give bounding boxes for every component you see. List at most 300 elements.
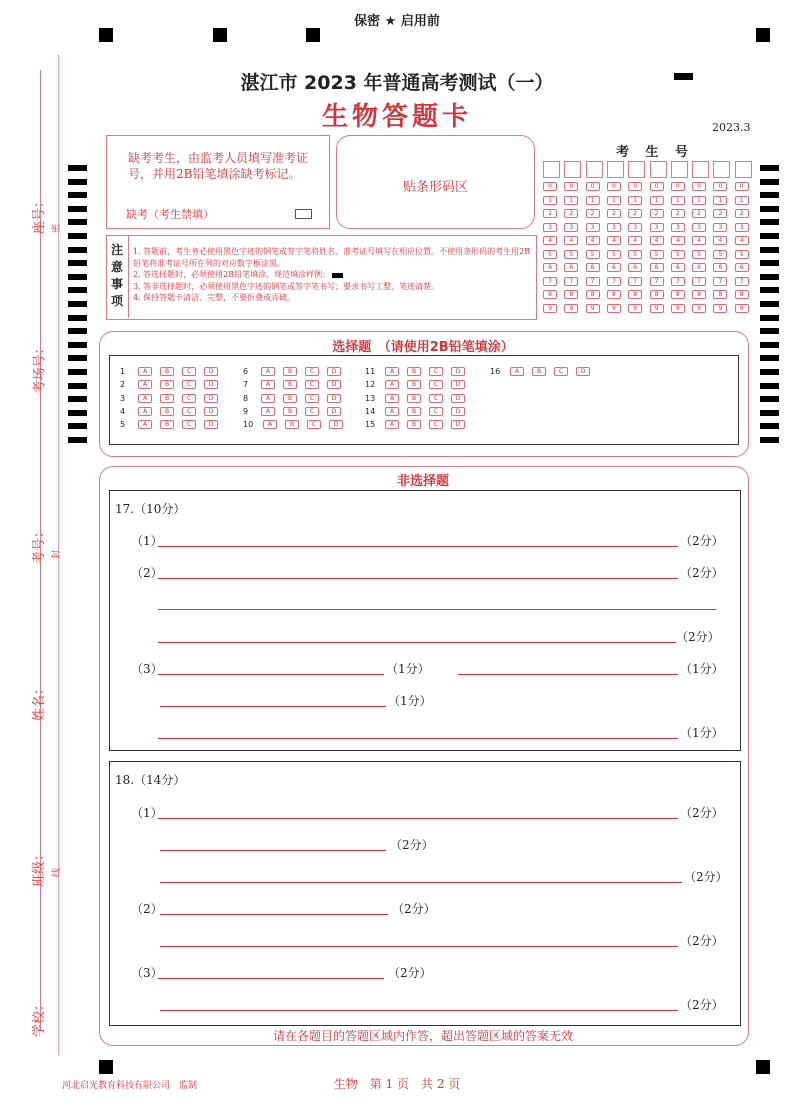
mcq-question-row bbox=[243, 394, 349, 403]
q18-part3-line2[interactable] bbox=[160, 1010, 678, 1011]
candidate-digit-bubble[interactable]: 1 bbox=[607, 196, 621, 205]
timing-mark bbox=[760, 247, 779, 253]
timing-mark bbox=[68, 219, 87, 225]
mcq-question-number: 13 bbox=[365, 393, 376, 403]
q17-part3-score4: （1分） bbox=[680, 726, 724, 740]
mcq-option-bubble[interactable]: C bbox=[305, 380, 319, 389]
candidate-digit-bubble[interactable]: 7 bbox=[586, 277, 600, 286]
q18-part1-line2[interactable] bbox=[160, 850, 386, 851]
timing-mark bbox=[68, 179, 87, 185]
mcq-option-bubble[interactable]: D bbox=[329, 420, 343, 429]
candidate-digit-bubble[interactable]: 8 bbox=[735, 290, 749, 299]
candidate-digit-bubble[interactable]: 4 bbox=[543, 236, 557, 245]
candidate-digit-bubble[interactable]: 3 bbox=[628, 223, 642, 232]
mcq-question-number: 7 bbox=[243, 380, 249, 390]
q17-part3-line3[interactable] bbox=[160, 706, 386, 707]
mcq-question-row bbox=[243, 407, 349, 416]
candidate-digit-box[interactable] bbox=[586, 161, 603, 178]
q18-part1-label: （1） bbox=[131, 806, 163, 820]
candidate-digit-bubble[interactable]: 0 bbox=[607, 182, 621, 191]
q17-part2-label: （2） bbox=[131, 566, 163, 580]
candidate-digit-bubble[interactable]: 3 bbox=[735, 223, 749, 232]
candidate-digit-bubble[interactable]: 6 bbox=[607, 263, 621, 272]
mcq-option-bubble[interactable]: C bbox=[182, 407, 196, 416]
mcq-question-number: 16 bbox=[490, 367, 501, 376]
mcq-option-bubble[interactable]: A bbox=[138, 420, 152, 429]
mcq-question-row bbox=[120, 380, 226, 389]
candidate-digit-bubble[interactable]: 4 bbox=[713, 236, 727, 245]
mcq-option-bubble[interactable]: B bbox=[407, 420, 421, 429]
mcq-question-row bbox=[120, 420, 226, 429]
timing-mark bbox=[760, 287, 779, 293]
candidate-digit-bubble[interactable]: 7 bbox=[543, 277, 557, 286]
timing-mark bbox=[760, 301, 779, 307]
timing-mark bbox=[68, 342, 87, 348]
candidate-digit-bubble[interactable]: 8 bbox=[586, 290, 600, 299]
candidate-digit-bubble[interactable]: 4 bbox=[586, 236, 600, 245]
mcq-question-number: 1 bbox=[120, 367, 126, 376]
mcq-option-bubble[interactable]: C bbox=[429, 394, 443, 403]
mcq-option-bubble[interactable]: A bbox=[138, 407, 152, 416]
mcq-option-bubble[interactable]: D bbox=[327, 380, 341, 389]
q18-part1-line[interactable] bbox=[158, 818, 678, 819]
mcq-option-bubble[interactable]: A bbox=[385, 380, 399, 389]
mcq-option-bubble[interactable]: D bbox=[451, 420, 465, 429]
timing-mark bbox=[760, 206, 779, 212]
q18-part1-line3[interactable] bbox=[160, 882, 682, 883]
candidate-digit-bubble[interactable]: 4 bbox=[607, 236, 621, 245]
candidate-digit-bubble[interactable]: 2 bbox=[713, 209, 727, 218]
mcq-question-number: 6 bbox=[243, 367, 249, 376]
candidate-digit-bubble[interactable]: 7 bbox=[650, 277, 664, 286]
candidate-digit-bubble[interactable]: 9 bbox=[692, 304, 706, 313]
q18-part1-score3: （2分） bbox=[684, 870, 728, 884]
mcq-option-bubble[interactable]: D bbox=[204, 367, 218, 376]
absent-mark-label: 缺考（考生禁填） bbox=[126, 208, 214, 221]
class-label: 班级： bbox=[32, 847, 48, 888]
mcq-question-row bbox=[365, 407, 473, 416]
candidate-digit-bubble[interactable]: 7 bbox=[713, 277, 727, 286]
q18-part3-score2: （2分） bbox=[680, 998, 724, 1012]
mcq-question-row bbox=[365, 420, 473, 429]
candidate-digit-bubble[interactable]: 3 bbox=[650, 223, 664, 232]
mcq-question-number: 12 bbox=[365, 380, 376, 390]
mcq-option-bubble[interactable]: C bbox=[429, 420, 443, 429]
mcq-option-bubble[interactable]: C bbox=[305, 367, 319, 376]
mcq-option-bubble[interactable]: C bbox=[429, 367, 443, 376]
mcq-option-bubble[interactable]: D bbox=[451, 394, 465, 403]
candidate-digit-bubble[interactable]: 3 bbox=[692, 223, 706, 232]
candidate-digit-bubble[interactable]: 2 bbox=[650, 209, 664, 218]
candidate-digit-bubble[interactable]: 5 bbox=[650, 250, 664, 259]
mcq-option-bubble[interactable]: C bbox=[307, 420, 321, 429]
mcq-option-bubble[interactable]: B bbox=[283, 367, 297, 376]
candidate-digit-bubble[interactable]: 3 bbox=[713, 223, 727, 232]
mcq-question-row bbox=[243, 420, 351, 429]
mcq-option-bubble[interactable]: D bbox=[451, 367, 465, 376]
candidate-digit-bubble[interactable]: 9 bbox=[671, 304, 685, 313]
candidate-digit-bubble[interactable]: 5 bbox=[543, 250, 557, 259]
candidate-digit-bubble[interactable]: 5 bbox=[692, 250, 706, 259]
timing-mark bbox=[68, 301, 87, 307]
q18-title: 18.（14分） bbox=[115, 773, 186, 787]
mcq-question-number: 2 bbox=[120, 380, 126, 390]
candidate-digit-bubble[interactable]: 3 bbox=[607, 223, 621, 232]
answer-area-warning: 请在各题目的答题区域内作答，超出答题区域的答案无效 bbox=[272, 1029, 573, 1043]
registration-mark bbox=[99, 28, 113, 42]
q17-title: 17.（10分） bbox=[115, 502, 186, 516]
mcq-option-bubble[interactable]: B bbox=[407, 407, 421, 416]
candidate-digit-box[interactable] bbox=[650, 161, 667, 178]
candidate-digit-bubble[interactable]: 0 bbox=[713, 182, 727, 191]
mcq-option-bubble[interactable]: B bbox=[407, 367, 421, 376]
candidate-digit-bubble[interactable]: 0 bbox=[671, 182, 685, 191]
q18-part2-score1: （2分） bbox=[392, 902, 436, 916]
mcq-option-bubble[interactable]: D bbox=[327, 394, 341, 403]
mcq-option-bubble[interactable]: C bbox=[305, 407, 319, 416]
mcq-question-number: 10 bbox=[243, 420, 254, 430]
candidate-digit-bubble[interactable]: 7 bbox=[607, 277, 621, 286]
note-item: 3. 答非选择题时，必须使用黑色字迹的钢笔或签字笔书写；要求书写工整、笔迹清楚。 bbox=[133, 281, 440, 291]
candidate-digit-bubble[interactable]: 5 bbox=[671, 250, 685, 259]
candidate-digit-bubble[interactable]: 2 bbox=[735, 209, 749, 218]
mcq-option-bubble[interactable]: A bbox=[261, 367, 275, 376]
q18-part2-line2[interactable] bbox=[160, 946, 678, 947]
candidate-digit-bubble[interactable]: 8 bbox=[543, 290, 557, 299]
candidate-digit-bubble[interactable]: 4 bbox=[692, 236, 706, 245]
q17-part2-line3[interactable] bbox=[158, 642, 676, 643]
candidate-digit-bubble[interactable]: 9 bbox=[650, 304, 664, 313]
mcq-option-bubble[interactable]: A bbox=[385, 407, 399, 416]
mcq-option-bubble[interactable]: D bbox=[451, 380, 465, 389]
candidate-digit-bubble[interactable]: 8 bbox=[692, 290, 706, 299]
candidate-digit-bubble[interactable]: 8 bbox=[671, 290, 685, 299]
candidate-digit-bubble[interactable]: 1 bbox=[650, 196, 664, 205]
mcq-option-bubble[interactable]: B bbox=[160, 407, 174, 416]
timing-mark bbox=[760, 383, 779, 389]
candidate-digit-bubble[interactable]: 7 bbox=[671, 277, 685, 286]
q17-part3-score3: （1分） bbox=[388, 694, 432, 708]
timing-mark bbox=[68, 233, 87, 239]
mcq-question-number: 5 bbox=[120, 420, 126, 430]
candidate-digit-bubble[interactable]: 3 bbox=[586, 223, 600, 232]
candidate-digit-bubble[interactable]: 1 bbox=[564, 196, 578, 205]
candidate-digit-bubble[interactable]: 2 bbox=[692, 209, 706, 218]
candidate-digit-bubble[interactable]: 3 bbox=[671, 223, 685, 232]
candidate-digit-bubble[interactable]: 8 bbox=[650, 290, 664, 299]
mcq-question-number: 4 bbox=[120, 406, 126, 416]
mcq-option-bubble[interactable]: B bbox=[283, 394, 297, 403]
candidate-digit-bubble[interactable]: 1 bbox=[713, 196, 727, 205]
mcq-option-bubble[interactable]: C bbox=[182, 380, 196, 389]
timing-mark bbox=[68, 260, 87, 266]
mcq-option-bubble[interactable]: C bbox=[182, 420, 196, 429]
q18-part3-label: （3） bbox=[131, 966, 163, 980]
mcq-option-bubble[interactable]: B bbox=[160, 380, 174, 389]
registration-mark bbox=[306, 28, 320, 42]
mcq-option-bubble[interactable]: B bbox=[160, 420, 174, 429]
candidate-digit-bubble[interactable]: 7 bbox=[692, 277, 706, 286]
timing-mark bbox=[68, 383, 87, 389]
timing-mark bbox=[760, 260, 779, 266]
q17-part1-line[interactable] bbox=[158, 546, 678, 547]
mcq-option-bubble[interactable]: C bbox=[429, 407, 443, 416]
mcq-question-number: 8 bbox=[243, 393, 249, 403]
candidate-digit-bubble[interactable]: 8 bbox=[628, 290, 642, 299]
candidate-digit-bubble[interactable]: 1 bbox=[586, 196, 600, 205]
candidate-digit-bubble[interactable]: 9 bbox=[607, 304, 621, 313]
q17-part3-line4[interactable] bbox=[158, 738, 678, 739]
mcq-option-bubble[interactable]: C bbox=[182, 367, 196, 376]
fill-sample bbox=[332, 273, 343, 278]
candidate-digit-bubble[interactable]: 7 bbox=[564, 277, 578, 286]
candidate-digit-box[interactable] bbox=[713, 161, 730, 178]
seal-xian: 线 bbox=[52, 867, 63, 878]
notes-list bbox=[133, 246, 531, 304]
candidate-digit-bubble[interactable]: 2 bbox=[607, 209, 621, 218]
candidate-digit-bubble[interactable]: 3 bbox=[564, 223, 578, 232]
timing-mark bbox=[760, 355, 779, 361]
note-item: 2. 答选择题时，必须使用2B铅笔填涂，规范填涂样例： bbox=[133, 269, 531, 281]
mcq-option-bubble[interactable]: B bbox=[285, 420, 299, 429]
candidate-digit-bubble[interactable]: 9 bbox=[735, 304, 749, 313]
timing-mark bbox=[760, 315, 779, 321]
q18-part2-line1[interactable] bbox=[160, 914, 388, 915]
timing-mark bbox=[68, 165, 87, 171]
q17-part3-score2: （1分） bbox=[680, 662, 724, 676]
q17-box bbox=[109, 490, 741, 751]
candidate-digit-bubble[interactable]: 0 bbox=[628, 182, 642, 191]
notes-divider bbox=[128, 235, 129, 318]
candidate-digit-bubble[interactable]: 5 bbox=[607, 250, 621, 259]
candidate-digit-bubble[interactable]: 7 bbox=[735, 277, 749, 286]
candidate-digit-bubble[interactable]: 0 bbox=[543, 182, 557, 191]
candidate-digit-bubble[interactable]: 9 bbox=[564, 304, 578, 313]
candidate-digit-bubble[interactable]: 8 bbox=[607, 290, 621, 299]
note-item: 1. 答题前，考生务必使用黑色字迹的钢笔或签字笔将姓名、准考证号填写在相应位置。不使用条形码的考生用2B铅笔将准考证号所在列的对应数字框涂黑。 bbox=[133, 247, 531, 268]
mcq-question-row bbox=[365, 380, 473, 389]
candidate-digit-bubble[interactable]: 6 bbox=[650, 263, 664, 272]
school-label: 学校： bbox=[32, 997, 48, 1038]
candidate-digit-bubble[interactable]: 2 bbox=[564, 209, 578, 218]
secret-label: 保密 ★ 启用前 bbox=[354, 14, 440, 29]
candidate-digit-bubble[interactable]: 2 bbox=[543, 209, 557, 218]
timing-mark bbox=[68, 410, 87, 416]
exam-no-label: 考号： bbox=[32, 524, 48, 565]
candidate-digit-bubble[interactable]: 0 bbox=[692, 182, 706, 191]
mcq-option-bubble[interactable]: B bbox=[407, 394, 421, 403]
q18-part2-label: （2） bbox=[131, 902, 163, 916]
timing-mark bbox=[760, 423, 779, 429]
mcq-option-bubble[interactable]: B bbox=[407, 380, 421, 389]
absent-mark-box[interactable] bbox=[295, 209, 312, 219]
mcq-option-bubble[interactable]: C bbox=[305, 394, 319, 403]
mcq-option-bubble[interactable]: A bbox=[385, 420, 399, 429]
candidate-digit-bubble[interactable]: 4 bbox=[564, 236, 578, 245]
registration-mark bbox=[213, 28, 227, 42]
mcq-question-number: 9 bbox=[243, 406, 249, 416]
mcq-question-row bbox=[120, 407, 226, 416]
registration-mark bbox=[756, 1060, 770, 1074]
candidate-digit-bubble[interactable]: 1 bbox=[671, 196, 685, 205]
candidate-digit-bubble[interactable]: 3 bbox=[543, 223, 557, 232]
mcq-option-bubble[interactable]: D bbox=[327, 407, 341, 416]
candidate-digit-bubble[interactable]: 0 bbox=[650, 182, 664, 191]
candidate-digit-bubble[interactable]: 4 bbox=[650, 236, 664, 245]
mcq-option-bubble[interactable]: D bbox=[204, 407, 218, 416]
mcq-option-bubble[interactable]: C bbox=[182, 394, 196, 403]
timing-mark bbox=[760, 192, 779, 198]
mcq-option-bubble[interactable]: D bbox=[327, 367, 341, 376]
timing-mark bbox=[68, 355, 87, 361]
candidate-digit-box[interactable] bbox=[607, 161, 624, 178]
candidate-digit-bubble[interactable]: 6 bbox=[713, 263, 727, 272]
candidate-digit-bubble[interactable]: 5 bbox=[735, 250, 749, 259]
timing-mark bbox=[760, 342, 779, 348]
mcq-question-number: 14 bbox=[365, 406, 376, 416]
note-item: 4. 保持答题卡清洁、完整，不要折叠或弄破。 bbox=[133, 293, 296, 302]
q17-part2-line2[interactable] bbox=[158, 609, 716, 610]
nonmcq-title: 非选择题 bbox=[396, 474, 449, 489]
candidate-digit-box[interactable] bbox=[543, 161, 560, 178]
mcq-question-row bbox=[365, 394, 473, 403]
mcq-option-bubble[interactable]: A bbox=[261, 394, 275, 403]
mcq-question-row bbox=[243, 380, 349, 389]
mcq-question-number: 11 bbox=[365, 367, 376, 376]
candidate-digit-bubble[interactable]: 5 bbox=[586, 250, 600, 259]
candidate-digit-bubble[interactable]: 2 bbox=[628, 209, 642, 218]
candidate-digit-bubble[interactable]: 2 bbox=[671, 209, 685, 218]
timing-mark bbox=[68, 274, 87, 280]
candidate-digit-bubble[interactable]: 6 bbox=[628, 263, 642, 272]
timing-mark bbox=[68, 328, 87, 334]
timing-mark bbox=[760, 219, 779, 225]
q17-part1-label: （1） bbox=[131, 534, 163, 548]
timing-mark bbox=[68, 247, 87, 253]
name-label: 姓名： bbox=[32, 681, 48, 722]
mcq-option-bubble[interactable]: B bbox=[532, 367, 546, 376]
q18-box bbox=[109, 761, 741, 1026]
candidate-digit-bubble[interactable]: 1 bbox=[543, 196, 557, 205]
mcq-option-bubble[interactable]: D bbox=[204, 380, 218, 389]
mcq-question-number: 15 bbox=[365, 420, 376, 430]
mcq-option-bubble[interactable]: B bbox=[283, 380, 297, 389]
candidate-digit-bubble[interactable]: 1 bbox=[692, 196, 706, 205]
candidate-digit-bubble[interactable]: 9 bbox=[628, 304, 642, 313]
footer-company: 河北启光教育科技有限公司 监制 bbox=[62, 1081, 198, 1091]
mcq-option-bubble[interactable]: D bbox=[451, 407, 465, 416]
candidate-digit-box[interactable] bbox=[628, 161, 645, 178]
mcq-option-bubble[interactable]: A bbox=[385, 367, 399, 376]
registration-mark bbox=[99, 1060, 113, 1074]
candidate-digit-bubble[interactable]: 6 bbox=[671, 263, 685, 272]
candidate-digit-bubble[interactable]: 9 bbox=[543, 304, 557, 313]
timing-mark bbox=[68, 437, 87, 443]
mcq-option-bubble[interactable]: A bbox=[138, 367, 152, 376]
candidate-digit-box[interactable] bbox=[564, 161, 581, 178]
timing-mark bbox=[760, 396, 779, 402]
mcq-option-bubble[interactable]: B bbox=[160, 394, 174, 403]
mcq-option-bubble[interactable]: A bbox=[261, 380, 275, 389]
candidate-digit-bubble[interactable]: 4 bbox=[735, 236, 749, 245]
mcq-option-bubble[interactable]: A bbox=[510, 367, 524, 376]
mcq-question-number: 3 bbox=[120, 393, 126, 403]
timing-mark bbox=[760, 437, 779, 443]
timing-mark bbox=[760, 274, 779, 280]
candidate-digit-box[interactable] bbox=[671, 161, 688, 178]
exam-title: 湛江市 2023 年普通高考测试（一） bbox=[240, 72, 554, 94]
candidate-digit-bubble[interactable]: 6 bbox=[692, 263, 706, 272]
candidate-digit-box[interactable] bbox=[692, 161, 709, 178]
timing-mark bbox=[68, 287, 87, 293]
footer-page: 生物 第 1 页 共 2 页 bbox=[333, 1077, 461, 1091]
candidate-digit-bubble[interactable]: 1 bbox=[735, 196, 749, 205]
absent-instruction: 缺考考生，由监考人员填写准考证号，并用2B铅笔填涂缺考标记。 bbox=[128, 151, 309, 181]
mcq-option-bubble[interactable]: A bbox=[263, 420, 277, 429]
q17-part2-line[interactable] bbox=[158, 578, 678, 579]
mcq-option-bubble[interactable]: D bbox=[204, 394, 218, 403]
mcq-question-row bbox=[120, 394, 226, 403]
mcq-option-bubble[interactable]: A bbox=[385, 394, 399, 403]
candidate-digit-bubble[interactable]: 8 bbox=[713, 290, 727, 299]
timing-mark bbox=[760, 328, 779, 334]
candidate-digit-bubble[interactable]: 1 bbox=[628, 196, 642, 205]
candidate-digit-bubble[interactable]: 8 bbox=[564, 290, 578, 299]
candidate-digit-bubble[interactable]: 0 bbox=[586, 182, 600, 191]
mcq-option-bubble[interactable]: C bbox=[429, 380, 443, 389]
candidate-digit-bubble[interactable]: 6 bbox=[564, 263, 578, 272]
mcq-option-bubble[interactable]: D bbox=[204, 420, 218, 429]
candidate-digit-bubble[interactable]: 6 bbox=[543, 263, 557, 272]
candidate-digit-bubble[interactable]: 6 bbox=[586, 263, 600, 272]
candidate-digit-bubble[interactable]: 7 bbox=[628, 277, 642, 286]
barcode-label: 贴条形码区 bbox=[402, 180, 468, 195]
q18-part3-line1[interactable] bbox=[158, 978, 384, 979]
candidate-digit-bubble[interactable]: 0 bbox=[564, 182, 578, 191]
q17-part3-line1[interactable] bbox=[158, 674, 384, 675]
mcq-option-bubble[interactable]: A bbox=[261, 407, 275, 416]
candidate-digit-bubble[interactable]: 4 bbox=[628, 236, 642, 245]
candidate-number-title: 考 生 号 bbox=[615, 145, 695, 160]
q17-part3-line2[interactable] bbox=[458, 674, 678, 675]
mcq-option-bubble[interactable]: D bbox=[576, 367, 590, 376]
mcq-option-bubble[interactable]: A bbox=[138, 380, 152, 389]
q18-part3-score1: （2分） bbox=[388, 966, 432, 980]
mcq-option-bubble[interactable]: B bbox=[283, 407, 297, 416]
candidate-digit-bubble[interactable]: 6 bbox=[735, 263, 749, 272]
candidate-digit-bubble[interactable]: 0 bbox=[735, 182, 749, 191]
candidate-digit-box[interactable] bbox=[735, 161, 752, 178]
candidate-digit-bubble[interactable]: 4 bbox=[671, 236, 685, 245]
mcq-option-bubble[interactable]: A bbox=[138, 394, 152, 403]
candidate-digit-bubble[interactable]: 9 bbox=[713, 304, 727, 313]
candidate-digit-bubble[interactable]: 5 bbox=[628, 250, 642, 259]
candidate-digit-bubble[interactable]: 5 bbox=[713, 250, 727, 259]
seat-label: 座号： bbox=[32, 194, 48, 235]
room-label: 考场号： bbox=[32, 341, 48, 394]
q17-part3-score1: （1分） bbox=[386, 662, 430, 676]
candidate-digit-bubble[interactable]: 5 bbox=[564, 250, 578, 259]
timing-mark bbox=[68, 396, 87, 402]
timing-mark bbox=[760, 369, 779, 375]
mcq-option-bubble[interactable]: C bbox=[554, 367, 568, 376]
candidate-digit-bubble[interactable]: 2 bbox=[586, 209, 600, 218]
timing-mark bbox=[68, 315, 87, 321]
candidate-digit-bubble[interactable]: 9 bbox=[586, 304, 600, 313]
timing-mark bbox=[68, 192, 87, 198]
mcq-option-bubble[interactable]: B bbox=[160, 367, 174, 376]
timing-mark bbox=[760, 233, 779, 239]
